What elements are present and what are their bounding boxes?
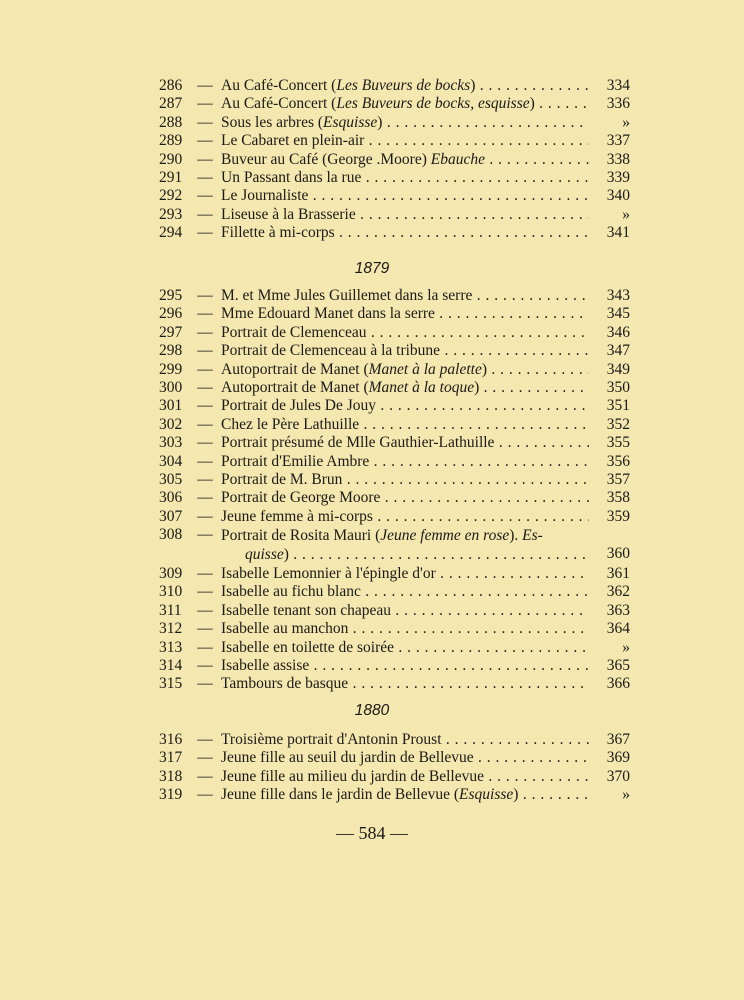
page-number: — 584 — [336,823,408,843]
entry-dash: — [197,583,213,601]
list-item [0,749,744,767]
entry-dash: — [197,731,213,748]
list-item [0,342,744,360]
entry-title [221,749,589,767]
entry-number: 313 [159,638,183,656]
entry-number: 307 [159,507,183,525]
entry-title-text: Isabelle au fichu blanc [221,583,361,601]
entry-title [221,114,589,132]
entry-title-close: ) [377,113,383,131]
entry-title-close: ) [513,786,519,804]
entry-title-italic-2: Es- [522,527,543,545]
year-heading-1880: 1880 [354,702,390,719]
entry-page-number: 349 [606,360,630,378]
entry-number: 318 [159,767,183,785]
list-item [0,526,744,565]
entry-title-italic: Les Buveurs de bocks, esquisse [336,95,530,113]
entry-dash: — [197,95,213,113]
entry-title [221,397,589,415]
entry-number: 304 [159,452,183,470]
entry-title-text: Isabelle en toilette de soirée [221,638,395,656]
entry-title-text: Portrait de Clemenceau à la tribune [221,342,441,360]
entry-page-number: 345 [606,305,630,323]
entry-title-close: ). [509,527,523,545]
entry-title-text: Chez le Père Lathuille [221,415,360,433]
list-item [0,639,744,657]
entry-dash: — [197,168,213,186]
entry-dash: — [197,187,213,205]
entry-dash: — [197,305,213,323]
entry-title [221,526,589,565]
entry-dash: — [197,360,213,378]
entry-number: 308 [159,526,183,544]
entry-title [221,305,589,323]
entry-title [221,489,589,507]
entry-number: 309 [159,565,183,583]
entry-title-text: Isabelle au manchon [221,620,349,638]
entry-page-number: 365 [606,657,630,675]
list-item [0,489,744,507]
entry-title [221,151,589,169]
entry-title [221,786,589,804]
entry-number: 286 [159,77,183,94]
entry-page-number: 361 [606,565,630,583]
list-item [0,453,744,471]
entry-dash: — [197,132,213,150]
entry-title-text: Mme Edouard Manet dans la serre [221,305,435,323]
entry-number: 300 [159,378,183,396]
entry-dash: — [197,113,213,131]
entry-number: 314 [159,657,183,675]
entry-number: 294 [159,224,183,242]
entry-page-number: 341 [606,224,630,242]
list-item [0,657,744,675]
entry-number: 289 [159,132,183,150]
entry-title [221,565,589,583]
entry-title [221,657,589,675]
entry-title [221,620,589,638]
list-item [0,675,744,693]
entry-dash: — [197,434,213,452]
entry-title [221,379,589,397]
entry-title-text: Isabelle tenant son chapeau [221,601,391,619]
entry-title [221,187,589,205]
list-item [0,786,744,804]
entry-title-italic: Ebauche [430,150,485,168]
entry-page-number: 364 [606,620,630,638]
entry-dash: — [197,657,213,675]
entry-title [221,77,589,95]
list-item [0,114,744,132]
entry-page-number: » [622,638,630,656]
entry-title [221,324,589,342]
entry-title-text: Autoportrait de Manet ( [221,360,369,378]
entry-title [221,287,589,305]
entry-title-text: Un Passant dans la rue [221,168,362,186]
entry-number: 291 [159,168,183,186]
entry-title-italic-cont: quisse [245,546,284,564]
entry-title [221,206,589,224]
entry-number: 298 [159,342,183,360]
entry-page-number: 350 [606,378,630,396]
entry-page-number: 357 [606,470,630,488]
entry-title-text: Jeune femme à mi-corps [221,507,373,525]
entry-title [221,508,589,526]
entry-title-text: Troisième portrait d'Antonin Proust [221,731,442,748]
entry-page-number: 356 [606,452,630,470]
entry-title-text: Sous les arbres ( [221,113,324,131]
entry-dash: — [197,452,213,470]
list-item [0,620,744,638]
list-item [0,169,744,187]
entry-title-close: ) [481,360,488,378]
list-item [0,565,744,583]
list-item [0,397,744,415]
entry-title [221,583,589,601]
entry-dash: — [197,470,213,488]
entry-dash: — [197,342,213,360]
entry-dash: — [197,767,213,785]
list-item [0,508,744,526]
list-item [0,77,744,95]
entry-page-number: 355 [606,434,630,452]
entry-title-italic: Manet à la toque [368,378,475,396]
entry-page-number: 363 [606,601,630,619]
list-item [0,471,744,489]
entry-number: 297 [159,323,183,341]
entry-title-text: Portrait de M. Brun [221,470,343,488]
entry-dash: — [197,638,213,656]
entry-dash: — [197,378,213,396]
entry-dash: — [197,287,213,304]
entry-dash: — [197,526,213,544]
entry-title-text: Liseuse à la Brasserie [221,205,356,223]
list-item [0,434,744,452]
entry-number: 295 [159,287,183,304]
list-item [0,206,744,224]
entry-dash: — [197,150,213,168]
entry-title-text: Isabelle Lemonnier à l'épingle d'or [221,565,436,583]
list-item [0,583,744,601]
entry-number: 302 [159,415,183,433]
list-item [0,305,744,323]
entry-dash: — [197,224,213,242]
entry-title-italic: Les Buveurs de bocks [336,77,471,94]
entry-title-text: Isabelle assise [221,657,310,675]
entry-title-close-cont: ) [283,546,289,564]
entry-number: 311 [159,601,182,619]
entry-title-text: Autoportrait de Manet ( [221,378,369,396]
entry-title-italic: Esquisse [459,786,514,804]
entry-title-text: Portrait de Rosita Mauri ( [221,527,381,545]
entry-title [221,602,589,620]
entry-page-number: » [622,113,630,131]
entry-page-number: 370 [606,767,630,785]
section-1879 [0,287,744,694]
entry-page-number: 352 [606,415,630,433]
entry-page-number: 337 [606,132,630,150]
list-item [0,361,744,379]
entry-page-number: 362 [606,583,630,601]
entry-title [221,95,589,113]
entry-dash: — [197,675,213,693]
entry-page-number: 369 [606,749,630,767]
entry-number: 315 [159,675,183,693]
entry-title-text: Portrait de Jules De Jouy [221,397,376,415]
entry-title-italic: Esquisse [323,113,378,131]
entry-title [221,731,589,749]
list-item [0,151,744,169]
entry-title-text: Jeune fille dans le jardin de Bellevue ( [221,786,460,804]
list-item [0,187,744,205]
entry-title-text: Fillette à mi-corps [221,224,335,242]
entry-page-number: 358 [606,489,630,507]
entry-dash: — [197,601,213,619]
entry-page-number: 347 [606,342,630,360]
entry-dash: — [197,205,213,223]
entry-title [221,342,589,360]
entry-dash: — [197,415,213,433]
entry-title [221,361,589,379]
list-item [0,379,744,397]
year-heading-1879: 1879 [354,260,390,277]
entry-title-italic: Manet à la palette [368,360,482,378]
entry-dash: — [197,620,213,638]
entry-number: 301 [159,397,183,415]
entry-title [221,224,589,242]
list-item [0,731,744,749]
entry-title [221,639,589,657]
section-untitled [0,77,744,243]
entry-title-italic: Jeune femme en rose [380,527,510,545]
entry-page-number: 334 [606,77,630,94]
entry-title-text: Portrait d'Emilie Ambre [221,452,370,470]
list-item [0,768,744,786]
entry-number: 292 [159,187,183,205]
entry-title-text: Buveur au Café (George .Moore) [221,150,431,168]
entry-title-text: Jeune fille au seuil du jardin de Bellevue [221,749,474,767]
entry-number: 312 [159,620,183,638]
entry-number: 319 [159,786,183,804]
entry-title [221,132,589,150]
entry-title-text: Au Café-Concert ( [221,77,337,94]
entry-title-text: Portrait de George Moore [221,489,381,507]
section-1880 [0,731,744,805]
entry-dash: — [197,749,213,767]
entry-title-text: Au Café-Concert ( [221,95,337,113]
entry-title-text: Portrait de Clemenceau [221,323,367,341]
entry-number: 296 [159,305,183,323]
entry-number: 306 [159,489,183,507]
entry-title-close: ) [529,95,535,113]
entry-title-text: Tambours de basque [221,675,349,693]
list-item [0,602,744,620]
entry-number: 287 [159,95,183,113]
list-item [0,132,744,150]
entry-page-number: 338 [606,150,630,168]
entry-title-text: M. et Mme Jules Guillemet dans la serre [221,287,473,304]
entry-dash: — [197,77,213,94]
entry-title [221,416,589,434]
entry-number: 293 [159,205,183,223]
entry-page-number: 336 [606,95,630,113]
entry-page-number: 367 [606,731,630,748]
entry-number: 290 [159,150,183,168]
entry-page-number: 340 [606,187,630,205]
list-item [0,287,744,305]
entry-page-number: 366 [606,675,630,693]
entry-dash: — [197,565,213,583]
entry-title [221,675,589,693]
entry-dash: — [197,489,213,507]
entry-title-text: Le Cabaret en plein-air [221,132,365,150]
entry-title [221,768,589,786]
entry-title-text: Jeune fille au milieu du jardin de Bellevue [221,767,484,785]
entry-title-close: ) [474,378,480,396]
entry-number: 317 [159,749,183,767]
list-item [0,416,744,434]
entry-title [221,434,589,452]
entry-number: 316 [159,731,183,748]
list-item [0,95,744,113]
entry-page-number: 359 [606,507,630,525]
entry-number: 303 [159,434,183,452]
entry-dash: — [197,507,213,525]
entry-title [221,169,589,187]
list-item [0,324,744,342]
entry-page-number: 351 [606,397,630,415]
entry-dash: — [197,397,213,415]
entry-page-number: 360 [606,545,630,563]
entry-page-number: » [622,786,630,804]
entry-title-continuation [221,545,589,564]
entry-number: 299 [159,360,183,378]
entry-number: 288 [159,113,183,131]
entry-page-number: 346 [606,323,630,341]
list-item [0,224,744,242]
entry-title-text: Portrait présumé de Mlle Gauthier-Lathuille [221,434,495,452]
entry-page-number: » [622,205,630,223]
entry-page-number: 343 [606,287,630,304]
entry-title-text: Le Journaliste [221,187,309,205]
entry-page-number: 339 [606,168,630,186]
entry-number: 310 [159,583,183,601]
entry-dash: — [197,323,213,341]
entry-dash: — [197,786,213,804]
entry-number: 305 [159,470,183,488]
entry-title [221,471,589,489]
entry-title [221,453,589,471]
entry-title-close: ) [470,77,476,94]
